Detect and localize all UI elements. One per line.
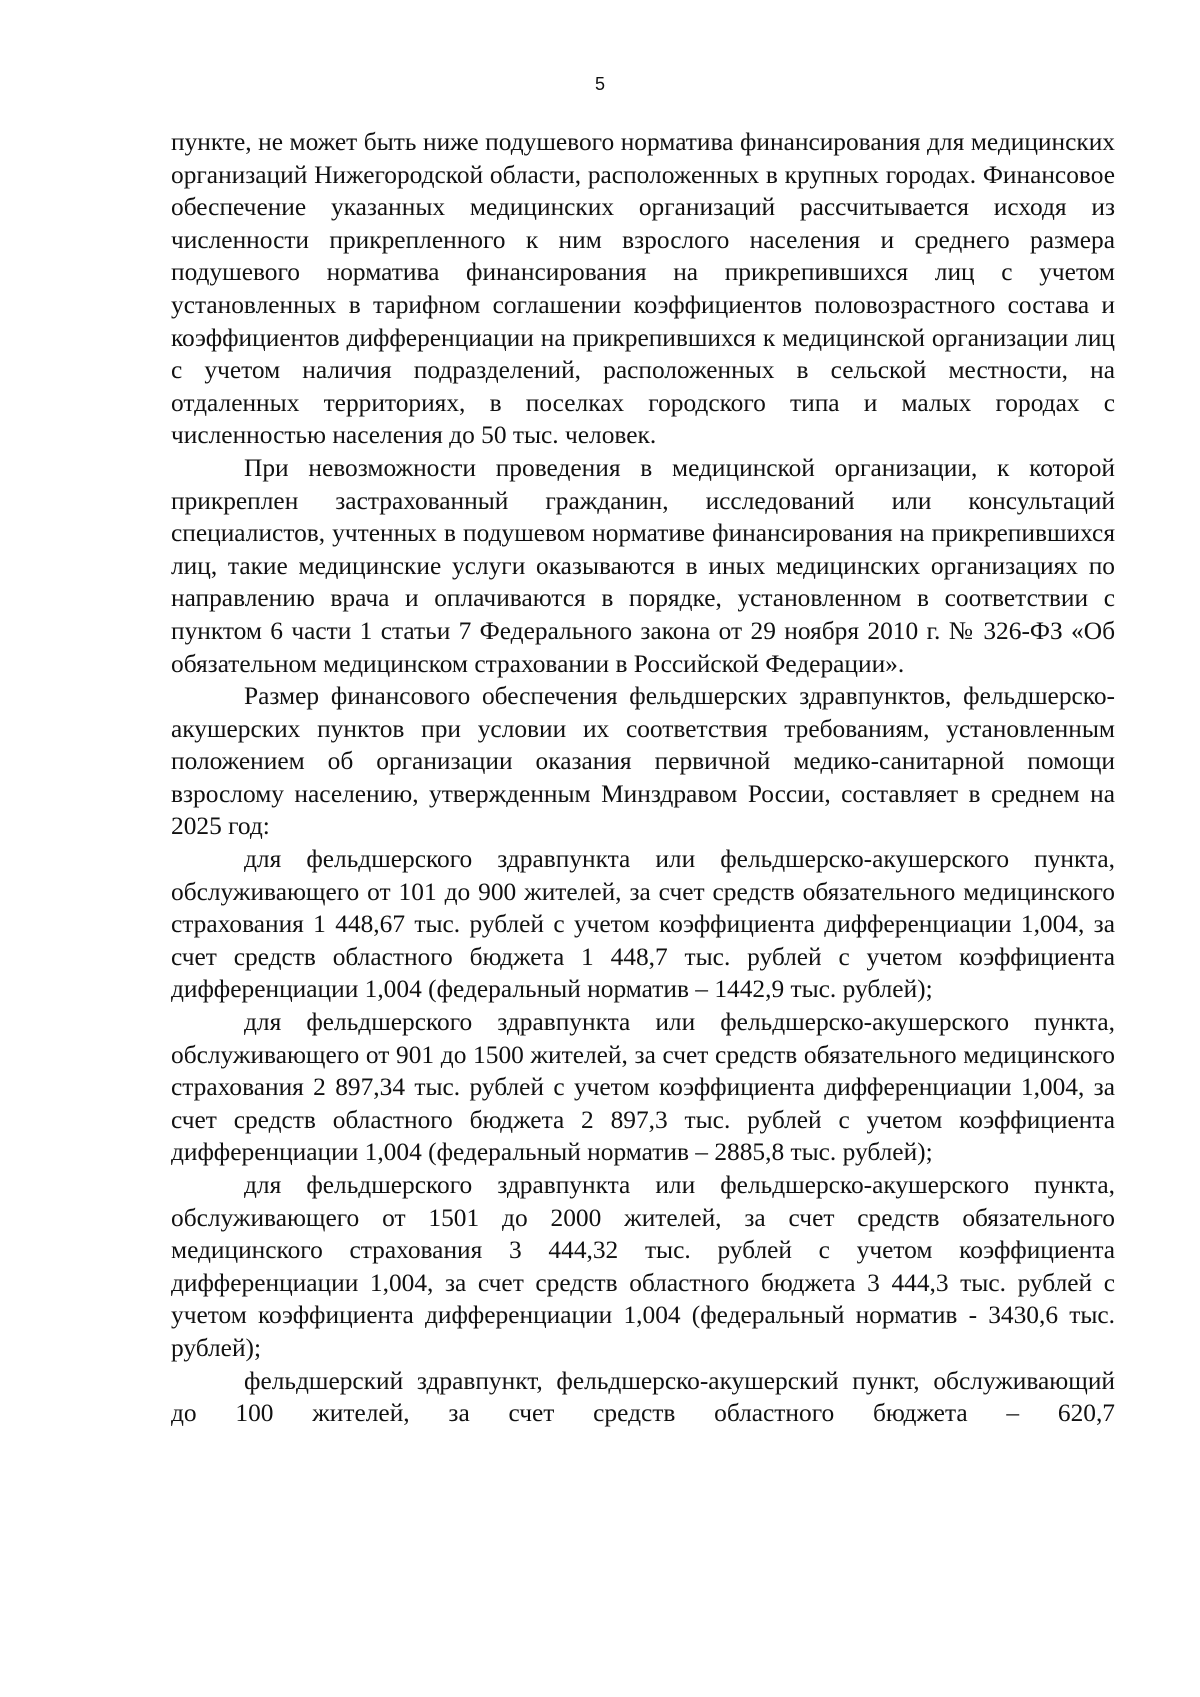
paragraph-7: фельдшерский здравпункт, фельдшерско-акушерский пункт, обслуживающий до 100 жителей, за счет средств областного бюджета – 620,7 [171,1366,1115,1428]
paragraph-6: для фельдшерского здравпункта или фельдшерско-акушерского пункта, обслуживающего от 1501 до 2000 жителей, за счет средств обязательного медицинского страхования 3 444,32 тыс. рублей с учетом коэффициента дифференциации 1,004, за счет средств областного бюджета 3 444,3 тыс. рублей с учетом коэффициента дифференциации 1,004 (федеральный норматив - 3430,6 тыс. рублей); [171,1171,1115,1362]
paragraph-1: пункте, не может быть ниже подушевого норматива финансирования для медицинских организаций Нижегородской области, расположенных в крупных городах. Финансовое обеспечение указанных медицинских организаций рассчитывается исходя из численности прикрепленного к ним взрослого населения и среднего размера подушевого норматива финансирования на прикрепившихся лиц с учетом установленных в тарифном соглашении коэффициентов половозрастного состава и коэффициентов дифференциации на прикрепившихся к медицинской организации лиц с учетом наличия подразделений, расположенных в сельской местности, на отдаленных территориях, в поселках городского типа и малых городах с численностью населения до 50 тыс. человек. [171,128,1115,450]
paragraph-5: для фельдшерского здравпункта или фельдшерско-акушерского пункта, обслуживающего от 901 до 1500 жителей, за счет средств обязательного медицинского страхования 2 897,34 тыс. рублей с учетом коэффициента дифференциации 1,004, за счет средств областного бюджета 2 897,3 тыс. рублей с учетом коэффициента дифференциации 1,004 (федеральный норматив – 2885,8 тыс. рублей); [171,1008,1115,1167]
paragraph-3: Размер финансового обеспечения фельдшерских здравпунктов, фельдшерско-акушерских пунктов при условии их соответствия требованиям, установленным положением об организации оказания первичной медико-санитарной помощи взрослому населению, утвержденным Минздравом России, составляет в среднем на 2025 год: [171,682,1115,841]
paragraph-2: При невозможности проведения в медицинской организации, к которой прикреплен застрахованный гражданин, исследований или консультаций специалистов, учтенных в подушевом нормативе финансирования на прикрепившихся лиц, такие медицинские услуги оказываются в иных медицинских организациях по направлению врача и оплачиваются в порядке, установленном в соответствии с пунктом 6 части 1 статьи 7 Федерального закона от 29 ноября 2010 г. № 326-ФЗ «Об обязательном медицинском страховании в Российской Федерации». [171,453,1115,678]
paragraph-4: для фельдшерского здравпункта или фельдшерско-акушерского пункта, обслуживающего от 101 до 900 жителей, за счет средств обязательного медицинского страхования 1 448,67 тыс. рублей с учетом коэффициента дифференциации 1,004, за счет средств областного бюджета 1 448,7 тыс. рублей с учетом коэффициента дифференциации 1,004 (федеральный норматив – 1442,9 тыс. рублей); [171,845,1115,1004]
body-text [171,126,1115,1430]
page-number: 5 [594,74,605,94]
